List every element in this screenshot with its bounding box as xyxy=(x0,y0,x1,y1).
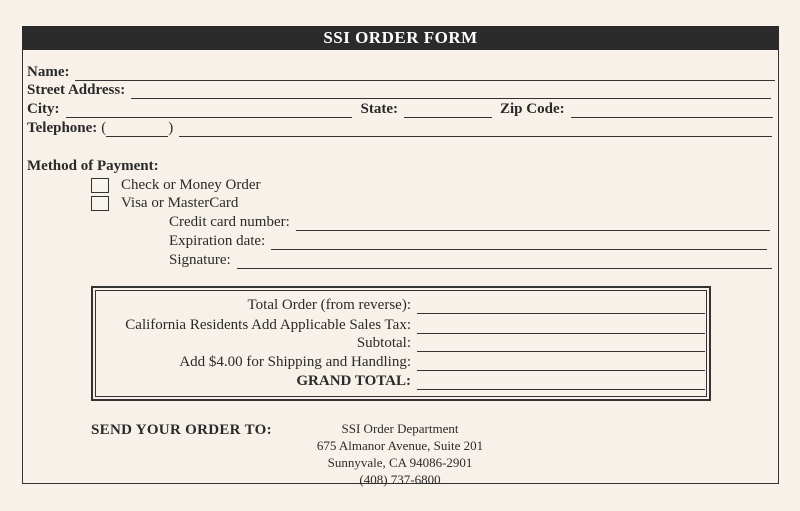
sales-tax-field[interactable] xyxy=(417,319,705,334)
grand-total-label: GRAND TOTAL: xyxy=(296,373,411,389)
zip-field[interactable] xyxy=(571,103,773,118)
street-field[interactable] xyxy=(131,84,771,99)
expiration-label: Expiration date: xyxy=(169,233,266,249)
zip-label: Zip Code: xyxy=(500,101,565,117)
address-line: 675 Almanor Avenue, Suite 201 xyxy=(316,438,484,453)
mailing-address xyxy=(300,420,500,488)
name-field[interactable] xyxy=(75,66,775,81)
telephone-row xyxy=(27,119,772,137)
payment-heading: Method of Payment: xyxy=(27,158,159,174)
grand-total-row xyxy=(99,372,705,390)
phone-number: (408) 737-6800 xyxy=(359,472,441,487)
city-label: City: xyxy=(27,101,60,117)
total-order-label: Total Order (from reverse): xyxy=(247,297,411,313)
check-money-order-checkbox[interactable] xyxy=(91,178,109,193)
total-order-row xyxy=(99,296,705,314)
city-field[interactable] xyxy=(66,103,352,118)
area-code-close-paren: ) xyxy=(168,120,174,136)
address-line: SSI Order Department xyxy=(341,421,459,436)
expiration-row xyxy=(169,232,767,250)
credit-card-field[interactable] xyxy=(296,216,770,231)
city-state-zip-row xyxy=(27,100,773,118)
credit-card-row xyxy=(169,213,770,231)
expiration-field[interactable] xyxy=(271,235,767,250)
telephone-field[interactable] xyxy=(179,122,772,137)
visa-mastercard-checkbox[interactable] xyxy=(91,196,109,211)
signature-row xyxy=(169,251,772,269)
grand-total-field[interactable] xyxy=(417,375,705,390)
street-row xyxy=(27,81,771,99)
send-order-label: SEND YOUR ORDER TO: xyxy=(91,422,272,438)
form-title: SSI ORDER FORM xyxy=(22,26,779,50)
signature-label: Signature: xyxy=(169,252,231,268)
address-line: Sunnyvale, CA 94086-2901 xyxy=(327,455,473,470)
subtotal-label: Subtotal: xyxy=(356,335,411,351)
visa-mastercard-label: Visa or MasterCard xyxy=(121,195,239,211)
shipping-field[interactable] xyxy=(417,356,705,371)
subtotal-field[interactable] xyxy=(417,337,705,352)
subtotal-row xyxy=(99,334,705,352)
shipping-row xyxy=(99,353,705,371)
sales-tax-row xyxy=(99,316,705,334)
total-order-field[interactable] xyxy=(417,299,705,314)
area-code-open-paren: ( xyxy=(101,120,107,136)
check-money-order-label: Check or Money Order xyxy=(121,177,261,193)
signature-field[interactable] xyxy=(237,254,772,269)
shipping-label: Add $4.00 for Shipping and Handling: xyxy=(179,354,411,370)
credit-card-label: Credit card number: xyxy=(169,214,290,230)
sales-tax-label: California Residents Add Applicable Sales Tax: xyxy=(125,317,411,333)
street-label: Street Address: xyxy=(27,82,126,98)
telephone-label: Telephone: xyxy=(27,120,98,136)
area-code-field[interactable] xyxy=(106,122,168,137)
name-label: Name: xyxy=(27,64,70,80)
state-field[interactable] xyxy=(404,103,492,118)
name-row xyxy=(27,63,775,81)
state-label: State: xyxy=(360,101,398,117)
